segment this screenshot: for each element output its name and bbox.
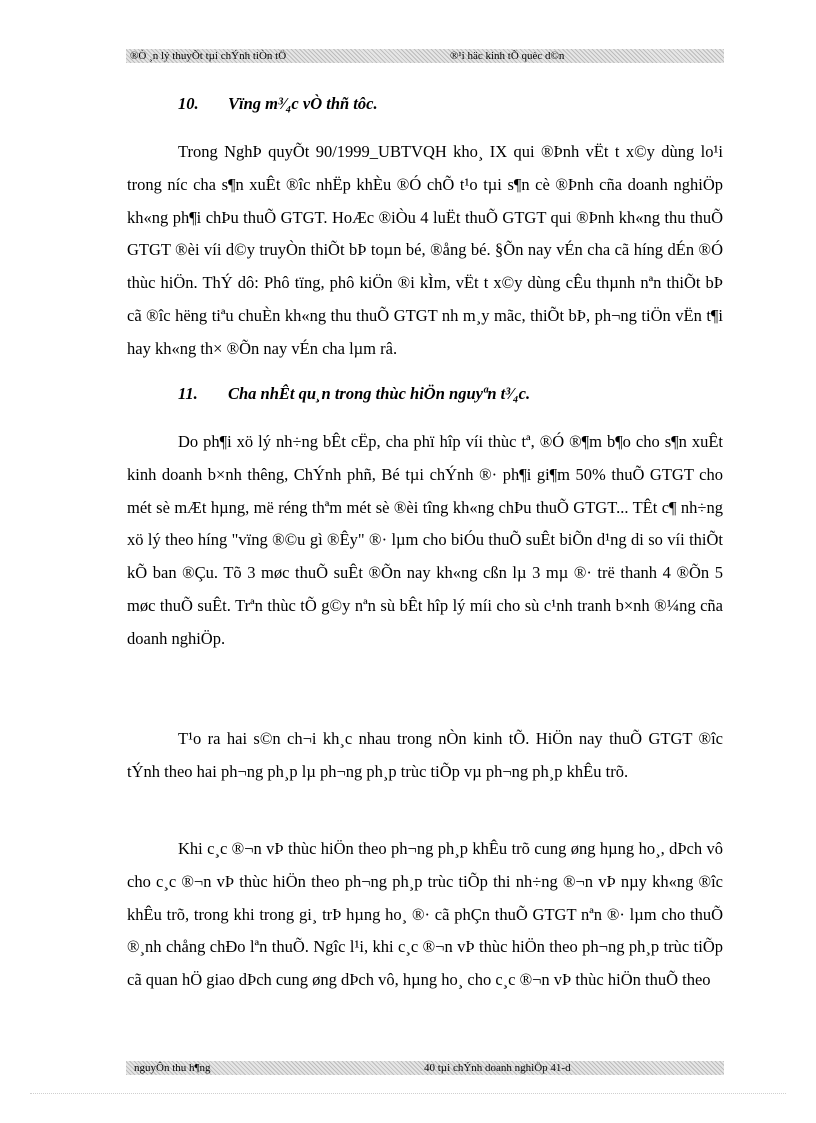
- footer-left-text: nguyÔn thu h¶ng: [134, 1062, 211, 1074]
- section-number: 10.: [178, 94, 199, 113]
- page-edge-divider: [30, 1093, 786, 1094]
- footer-right-text: 40 tµi chÝnh doanh nghiÖp 41-d: [424, 1062, 571, 1074]
- section-title: Vïng m³⁄₄c vÒ thñ tôc.: [228, 94, 378, 113]
- paragraph-2: Do ph¶i xö lý nh÷ng bÊt cËp, cha phï hîp víi thùc tª, ®Ó ®¶m b¶o cho s¶n xuÊt kinh doanh b×nh thêng, ChÝnh phñ, Bé tµi chÝnh ®· ph¶i gi¶m 50% thuÕ GTGT cho mét sè mÆt hµng, më réng thªm mét sè ®èi tîng kh«ng chÞu thuÕ GTGT... TÊt c¶ nh÷ng xö lý theo híng "vïng ®©u gì ®Êy" ®· lµm cho biÓu thuÕ suÊt biÕn d¹ng di so víi thiÕt kÕ ban ®Çu. Tõ 3 møc thuÕ suÊt ®Õn nay kh«ng cßn lµ 3 mµ ®· trë thanh 4 ®Õn 5 møc thuÕ suÊt. Trªn thùc tÕ g©y nªn sù bÊt hîp lý míi cho sù c¹nh tranh b×nh ®¼ng cña doanh nghiÖp.: [127, 432, 723, 648]
- header-left-text: ®Ò ¸n lý thuyÕt tµi chÝnh tiÒn tÖ: [130, 50, 287, 62]
- page-footer: [126, 1061, 724, 1075]
- section-heading-11: [178, 384, 530, 404]
- page-header: [126, 49, 724, 63]
- paragraph-1: Trong NghÞ quyÕt 90/1999_UBTVQH kho¸ IX qui ®Þnh vËt t x©y dùng lo¹i trong níc cha s¶n xuÊt ®îc nhËp khÈu ®Ó chÕ t¹o tµi s¶n cè ®Þnh cña doanh nghiÖp kh«ng ph¶i chÞu thuÕ GTGT. HoÆc ®iÒu 4 luËt thuÕ GTGT qui ®Þnh kh«ng thu thuÕ GTGT ®èi víi d©y truyÒn thiÕt bÞ toµn bé, ®ång bé. §Õn nay vÉn cha cã híng dÉn ®Ó thùc hiÖn. ThÝ dô: Phô tïng, phô kiÖn ®i kÌm, vËt t x©y dùng cÊu thµnh nªn thiÕt bÞ cã ®îc hëng tiªu chuÈn kh«ng thu thuÕ GTGT nh m¸y mãc, thiÕt bÞ, ph¬ng tiÖn vËn t¶i hay kh«ng th× ®Õn nay vÉn cha lµm râ.: [127, 142, 723, 358]
- section-number: 11.: [178, 384, 198, 403]
- header-right-text: ®¹i häc kinh tÕ quèc d©n: [450, 50, 565, 62]
- paragraph-4: Khi c¸c ®¬n vÞ thùc hiÖn theo ph¬ng ph¸p khÊu trõ cung øng hµng ho¸, dÞch vô cho c¸c ®¬n vÞ thùc hiÖn theo ph¬ng ph¸p trùc tiÕp thi nh÷ng ®¬n vÞ nµy kh«ng ®îc khÊu trõ, trong khi trong gi¸ trÞ hµng ho¸ ®· cã phÇn thuÕ GTGT nªn ®· lµm cho thuÕ ®¸nh chång chÐo lªn thuÕ. Ngîc l¹i, khi c¸c ®¬n vÞ thùc hiÖn theo ph¬ng ph¸p trùc tiÕp cã quan hÖ giao dÞch cung øng dÞch vô, hµng ho¸ cho c¸c ®¬n vÞ thùc hiÖn thuÕ theo: [127, 839, 723, 990]
- section-title: Cha nhÊt qu¸n trong thùc hiÖn nguyªn t³⁄₄c.: [228, 384, 531, 403]
- paragraph-3: T¹o ra hai s©n ch¬i kh¸c nhau trong nÒn kinh tÕ. HiÖn nay thuÕ GTGT ®îc tÝnh theo hai ph¬ng ph¸p lµ ph¬ng ph¸p trùc tiÕp vµ ph¬ng ph¸p khÊu trõ.: [127, 729, 723, 781]
- section-heading-10: [178, 94, 378, 114]
